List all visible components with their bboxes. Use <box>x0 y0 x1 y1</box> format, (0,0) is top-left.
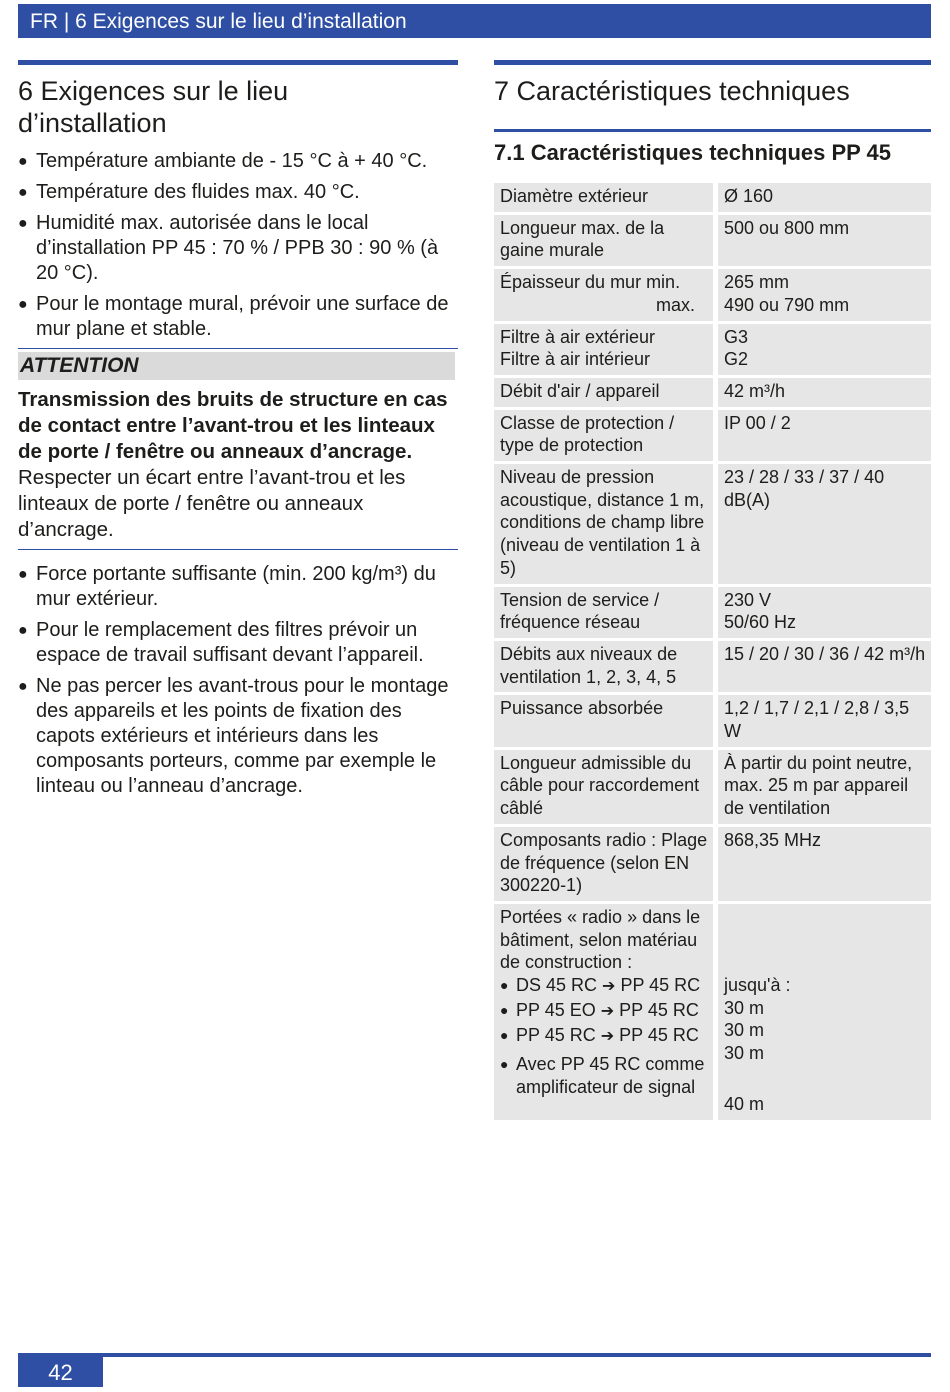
spec-value <box>718 269 931 320</box>
range-from: PP 45 EO <box>516 999 596 1020</box>
spec-value: 500 ou 800 mm <box>718 215 931 266</box>
subsection-rule <box>494 129 931 132</box>
table-row <box>494 378 931 407</box>
spec-key <box>494 269 718 320</box>
spec-value: 42 m³/h <box>718 378 931 407</box>
page-number: 42 <box>18 1357 103 1387</box>
arrow-right-icon: ➔ <box>600 1002 615 1020</box>
list-item: ● Ne pas percer les avant-trous pour le montage des appareils et les points de fixation des capots extérieurs et intérieurs dans les composants porteurs, comme par exemple le linteau ou l’anneau d’ancrage. <box>18 674 458 799</box>
arrow-right-icon: ➔ <box>602 978 616 996</box>
spec-value-line: 40 m <box>724 1093 765 1114</box>
spec-value: 15 / 20 / 30 / 36 / 42 m³/h <box>718 641 931 692</box>
table-row <box>494 183 931 212</box>
range-from: PP 45 RC <box>516 1024 596 1045</box>
spec-key-line: Épaisseur du mur min. <box>500 272 681 293</box>
range-from: DS 45 RC <box>516 975 598 996</box>
section-6 <box>18 60 458 805</box>
spec-value-line: 50/60 Hz <box>724 612 797 633</box>
spec-key: Diamètre extérieur <box>494 183 718 212</box>
spec-value-line: G2 <box>724 349 749 370</box>
table-row <box>494 324 931 375</box>
spec-key: Longueur admissible du câble pour raccordement câblé <box>494 750 718 824</box>
spec-key-text: Portées « radio » dans le bâtiment, selon matériau de construction : <box>500 906 701 973</box>
title-line-1: 6 Exigences sur le lieu <box>18 76 289 106</box>
spec-key: Composants radio : Plage de fréquence (selon EN 300220-1) <box>494 827 718 901</box>
attention-box <box>18 348 458 550</box>
spec-value: 23 / 28 / 33 / 37 / 40 dB(A) <box>718 464 931 584</box>
spec-key: Niveau de pression acoustique, distance 1 m, conditions de champ libre (niveau de ventilation 1 à 5) <box>494 464 718 584</box>
title-line-2: d’installation <box>18 108 167 138</box>
table-row <box>494 269 931 320</box>
page-header: FR | 6 Exigences sur le lieu d’installation <box>18 4 931 38</box>
spec-value <box>718 587 931 638</box>
arrow-right-icon: ➔ <box>600 1027 615 1045</box>
range-item-last: ● Avec PP 45 RC comme amplificateur de signal <box>500 1053 709 1098</box>
spec-value-line: 30 m <box>724 1020 765 1041</box>
spec-key: Débits aux niveaux de ventilation 1, 2, 3, 4, 5 <box>494 641 718 692</box>
attention-plain-text: Respecter un écart entre l’avant-trou et les linteaux de porte / fenêtre ou anneaux d’ancrage. <box>18 466 406 541</box>
spec-key: Débit d'air / appareil <box>494 378 718 407</box>
spec-table <box>494 180 931 1123</box>
spec-value <box>718 324 931 375</box>
section-7-title: 7 Caractéristiques techniques <box>494 76 850 106</box>
range-item <box>500 974 709 999</box>
list-item: ● Pour le montage mural, prévoir une surface de mur plane et stable. <box>18 292 458 342</box>
spec-value-line: jusqu'à : <box>724 974 791 995</box>
range-item <box>500 1024 709 1049</box>
spec-key: Longueur max. de la gaine murale <box>494 215 718 266</box>
spec-key: Classe de protection / type de protection <box>494 410 718 461</box>
table-row <box>494 215 931 266</box>
spec-key: Tension de service / fréquence réseau <box>494 587 718 638</box>
section-6-title <box>18 75 458 139</box>
spec-key-line: Filtre à air extérieur <box>500 326 656 347</box>
table-row <box>494 904 931 1120</box>
requirements-list <box>18 149 458 342</box>
spec-key: Puissance absorbée <box>494 695 718 746</box>
spec-value-line: 265 mm <box>724 272 790 293</box>
table-row <box>494 410 931 461</box>
spec-value-line: 490 ou 790 mm <box>724 294 850 315</box>
section-7 <box>494 60 931 1123</box>
list-item: ● Température ambiante de - 15 °C à + 40 °C. <box>18 149 458 174</box>
spec-key-line: max. <box>655 294 695 315</box>
section-rule <box>18 60 458 65</box>
table-row <box>494 827 931 901</box>
spec-value: 1,2 / 1,7 / 2,1 / 2,8 / 3,5 W <box>718 695 931 746</box>
table-row <box>494 464 931 584</box>
spec-value-line: 30 m <box>724 1043 765 1064</box>
spec-value-line: 230 V <box>724 589 772 610</box>
list-item: ● Température des fluides max. 40 °C. <box>18 180 458 205</box>
spec-value-line: G3 <box>724 326 749 347</box>
spec-value: Ø 160 <box>718 183 931 212</box>
spec-key <box>494 324 718 375</box>
section-rule <box>494 60 931 65</box>
attention-bold-text: Transmission des bruits de structure en cas de contact entre l’avant-trou et les linteaux de porte / fenêtre ou anneaux d’ancrage. <box>18 388 448 463</box>
spec-value: À partir du point neutre, max. 25 m par appareil de ventilation <box>718 750 931 824</box>
list-item: ● Force portante suffisante (min. 200 kg/m³) du mur extérieur. <box>18 562 458 612</box>
range-to: PP 45 RC <box>620 975 701 996</box>
list-item: ● Pour le remplacement des filtres prévoir un espace de travail suffisant devant l’appareil. <box>18 618 458 668</box>
spec-value <box>718 904 931 1120</box>
spacer <box>724 906 927 974</box>
spec-key <box>494 904 718 1120</box>
spec-value: IP 00 / 2 <box>718 410 931 461</box>
table-row <box>494 695 931 746</box>
requirements-list-2 <box>18 562 458 799</box>
range-to: PP 45 RC <box>619 999 699 1020</box>
attention-title: ATTENTION <box>18 352 455 380</box>
footer-rule <box>18 1353 931 1357</box>
table-row <box>494 641 931 692</box>
attention-text <box>18 387 458 543</box>
range-item <box>500 999 709 1024</box>
spec-value: 868,35 MHz <box>718 827 931 901</box>
spacer <box>724 1065 927 1093</box>
range-to: PP 45 RC <box>619 1024 699 1045</box>
list-item: ● Humidité max. autorisée dans le local d’installation PP 45 : 70 % / PPB 30 : 90 % (à 20 °C). <box>18 211 458 286</box>
section-7-1-title: 7.1 Caractéristiques techniques PP 45 <box>494 140 891 165</box>
table-row <box>494 587 931 638</box>
table-row <box>494 750 931 824</box>
spec-value-line: 30 m <box>724 997 765 1018</box>
spec-key-line: Filtre à air intérieur <box>500 349 651 370</box>
